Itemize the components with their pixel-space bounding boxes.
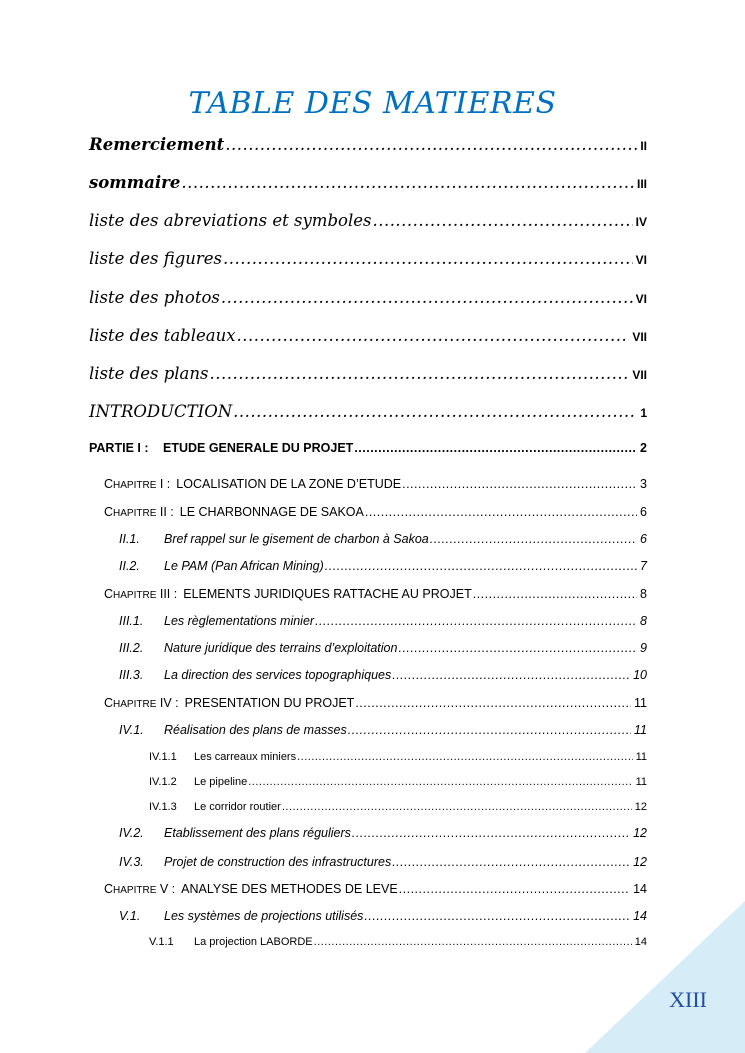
toc-page-number: 12 xyxy=(634,801,647,813)
toc-page-number: 8 xyxy=(640,614,647,628)
toc-entry-label: sommaire xyxy=(89,173,181,192)
toc-page-number: 12 xyxy=(633,826,647,840)
toc-entry-label: La direction des services topographiques xyxy=(164,668,392,682)
toc-entry-label: liste des abreviations et symboles xyxy=(89,211,372,230)
toc-entry-label: Le PAM (Pan African Mining) xyxy=(164,559,324,573)
toc-section-5-1[interactable] xyxy=(119,909,647,923)
toc-section-2-2[interactable] xyxy=(119,559,647,573)
toc-page-number: VII xyxy=(632,330,647,344)
toc-entry-label: LE CHARBONNAGE DE SAKOA xyxy=(179,505,364,519)
toc-chapter-4[interactable] xyxy=(104,696,647,710)
toc-chapter-3[interactable] xyxy=(104,587,647,601)
toc-page-number: 14 xyxy=(633,909,647,923)
page-number: XIII xyxy=(669,987,707,1012)
toc-entry-photos[interactable] xyxy=(89,288,647,307)
toc-page-number: II xyxy=(640,139,647,153)
toc-entry-label: La projection LABORDE xyxy=(194,936,313,948)
toc-entry-label: Projet de construction des infrastructures xyxy=(164,855,392,869)
toc-section-4-2[interactable] xyxy=(119,826,647,840)
dot-leader xyxy=(365,505,637,519)
toc-section-3-3[interactable] xyxy=(119,668,647,682)
dot-leader xyxy=(402,477,637,491)
toc-entry-label: Les carreaux miniers xyxy=(194,751,297,763)
dot-leader xyxy=(354,441,637,455)
toc-section-number: III.3. xyxy=(119,668,144,682)
corner-decoration xyxy=(585,901,745,1053)
toc-page-number: 6 xyxy=(640,505,647,519)
toc-entry-label: liste des plans xyxy=(89,364,209,383)
dot-leader xyxy=(473,587,637,601)
dot-leader xyxy=(181,173,634,192)
dot-leader xyxy=(399,882,630,896)
toc-section-number: II.2. xyxy=(119,559,140,573)
dot-leader xyxy=(355,696,631,710)
toc-subsection-5-1-1[interactable] xyxy=(149,936,647,948)
dot-leader xyxy=(223,249,633,268)
toc-section-number: III.2. xyxy=(119,641,144,655)
toc-entry-plans[interactable] xyxy=(89,364,647,383)
toc-section-number: IV.1. xyxy=(119,723,144,737)
toc-entry-label: Les règlementations minier xyxy=(164,614,315,628)
toc-entry-tableaux[interactable] xyxy=(89,326,647,345)
toc-page-number: VI xyxy=(635,253,647,267)
toc-subsection-number: IV.1.1 xyxy=(149,751,177,763)
toc-entry-label: ELEMENTS JURIDIQUES RATTACHE AU PROJET xyxy=(183,587,472,601)
toc-entry-label: liste des figures xyxy=(89,249,223,268)
toc-page-number: IV xyxy=(635,215,647,229)
toc-chapter-2[interactable] xyxy=(104,505,647,519)
dot-leader xyxy=(282,801,632,813)
toc-chapter-prefix: CHAPITRE III : xyxy=(104,587,178,601)
toc-page-number: 11 xyxy=(634,723,647,737)
toc-entry-label: Les systèmes de projections utilisés xyxy=(164,909,364,923)
toc-page-number: 14 xyxy=(633,882,647,896)
dot-leader xyxy=(372,211,632,230)
dot-leader xyxy=(237,326,630,345)
toc-section-number: IV.2. xyxy=(119,826,144,840)
dot-leader xyxy=(430,532,637,546)
toc-entry-label: Bref rappel sur le gisement de charbon à Sakoa xyxy=(164,532,429,546)
toc-page-number: 10 xyxy=(633,668,647,682)
toc-subsection-number: IV.1.2 xyxy=(149,776,177,788)
toc-chapter-prefix: CHAPITRE I : xyxy=(104,477,171,491)
toc-page-number: 2 xyxy=(640,441,647,455)
toc-part-prefix: PARTIE I : xyxy=(89,441,149,455)
toc-entry-abreviations[interactable] xyxy=(89,211,647,230)
toc-section-number: III.1. xyxy=(119,614,144,628)
dot-leader xyxy=(352,826,630,840)
dot-leader xyxy=(325,559,637,573)
toc-entry-label: liste des photos xyxy=(89,288,220,307)
dot-leader xyxy=(209,364,629,383)
toc-entry-label: Nature juridique des terrains d’exploitation xyxy=(164,641,398,655)
toc-subsection-4-1-2[interactable] xyxy=(149,776,647,788)
toc-entry-label: INTRODUCTION xyxy=(89,402,233,421)
toc-entry-label: PRESENTATION DU PROJET xyxy=(184,696,355,710)
toc-section-4-3[interactable] xyxy=(119,855,647,869)
toc-page-number: 11 xyxy=(634,696,647,710)
toc-entry-label: ANALYSE DES METHODES DE LEVE xyxy=(181,882,398,896)
toc-page-number: 11 xyxy=(635,751,647,763)
dot-leader xyxy=(225,135,637,154)
dot-leader xyxy=(315,614,637,628)
toc-page-number: VII xyxy=(632,368,647,382)
toc-section-3-1[interactable] xyxy=(119,614,647,628)
toc-section-4-1[interactable] xyxy=(119,723,647,737)
toc-chapter-5[interactable] xyxy=(104,882,647,896)
toc-entry-remerciement[interactable] xyxy=(89,135,647,154)
toc-subsection-4-1-1[interactable] xyxy=(149,751,647,763)
page-title: TABLE DES MATIERES xyxy=(188,86,557,121)
toc-part-1[interactable] xyxy=(89,441,647,455)
toc-section-number: IV.3. xyxy=(119,855,144,869)
toc-chapter-1[interactable] xyxy=(104,477,647,491)
dot-leader xyxy=(398,641,637,655)
dot-leader xyxy=(392,668,630,682)
toc-entry-label: LOCALISATION DE LA ZONE D’ETUDE xyxy=(176,477,402,491)
toc-entry-introduction[interactable] xyxy=(89,402,647,421)
dot-leader xyxy=(392,855,630,869)
toc-chapter-prefix: CHAPITRE II : xyxy=(104,505,174,519)
toc-subsection-number: V.1.1 xyxy=(149,936,174,948)
dot-leader xyxy=(348,723,631,737)
toc-entry-sommaire[interactable] xyxy=(89,173,647,192)
toc-chapter-prefix: CHAPITRE V : xyxy=(104,882,176,896)
toc-page-number: 1 xyxy=(640,406,647,420)
dot-leader xyxy=(233,402,637,421)
toc-section-3-2[interactable] xyxy=(119,641,647,655)
toc-entry-label: Remerciement xyxy=(89,135,225,154)
toc-chapter-prefix: CHAPITRE IV : xyxy=(104,696,179,710)
toc-page-number: 8 xyxy=(640,587,647,601)
dot-leader xyxy=(221,288,633,307)
toc-page-number: VI xyxy=(635,292,647,306)
toc-section-2-1[interactable] xyxy=(119,532,647,546)
toc-section-number: V.1. xyxy=(119,909,141,923)
dot-leader xyxy=(297,751,632,763)
toc-entry-label: Etablissement des plans réguliers xyxy=(164,826,351,840)
toc-page-number: 14 xyxy=(634,936,647,948)
toc-page-number: 12 xyxy=(633,855,647,869)
toc-page-number: 6 xyxy=(640,532,647,546)
toc-page-number: 3 xyxy=(640,477,647,491)
toc-entry-label: Réalisation des plans de masses xyxy=(164,723,347,737)
toc-section-number: II.1. xyxy=(119,532,140,546)
toc-subsection-4-1-3[interactable] xyxy=(149,801,647,813)
toc-entry-label: liste des tableaux xyxy=(89,326,236,345)
toc-entry-figures[interactable] xyxy=(89,249,647,268)
corner-triangle xyxy=(585,901,745,1053)
toc-entry-label: Le pipeline xyxy=(194,776,248,788)
dot-leader xyxy=(248,776,632,788)
toc-page-number: III xyxy=(636,177,647,191)
toc-subsection-number: IV.1.3 xyxy=(149,801,177,813)
toc-page-number: 9 xyxy=(640,641,647,655)
toc-page-number: 11 xyxy=(635,776,647,788)
toc-page-number: 7 xyxy=(640,559,647,573)
toc-entry-label: ETUDE GENERALE DU PROJET xyxy=(163,441,354,455)
toc-entry-label: Le corridor routier xyxy=(194,801,281,813)
